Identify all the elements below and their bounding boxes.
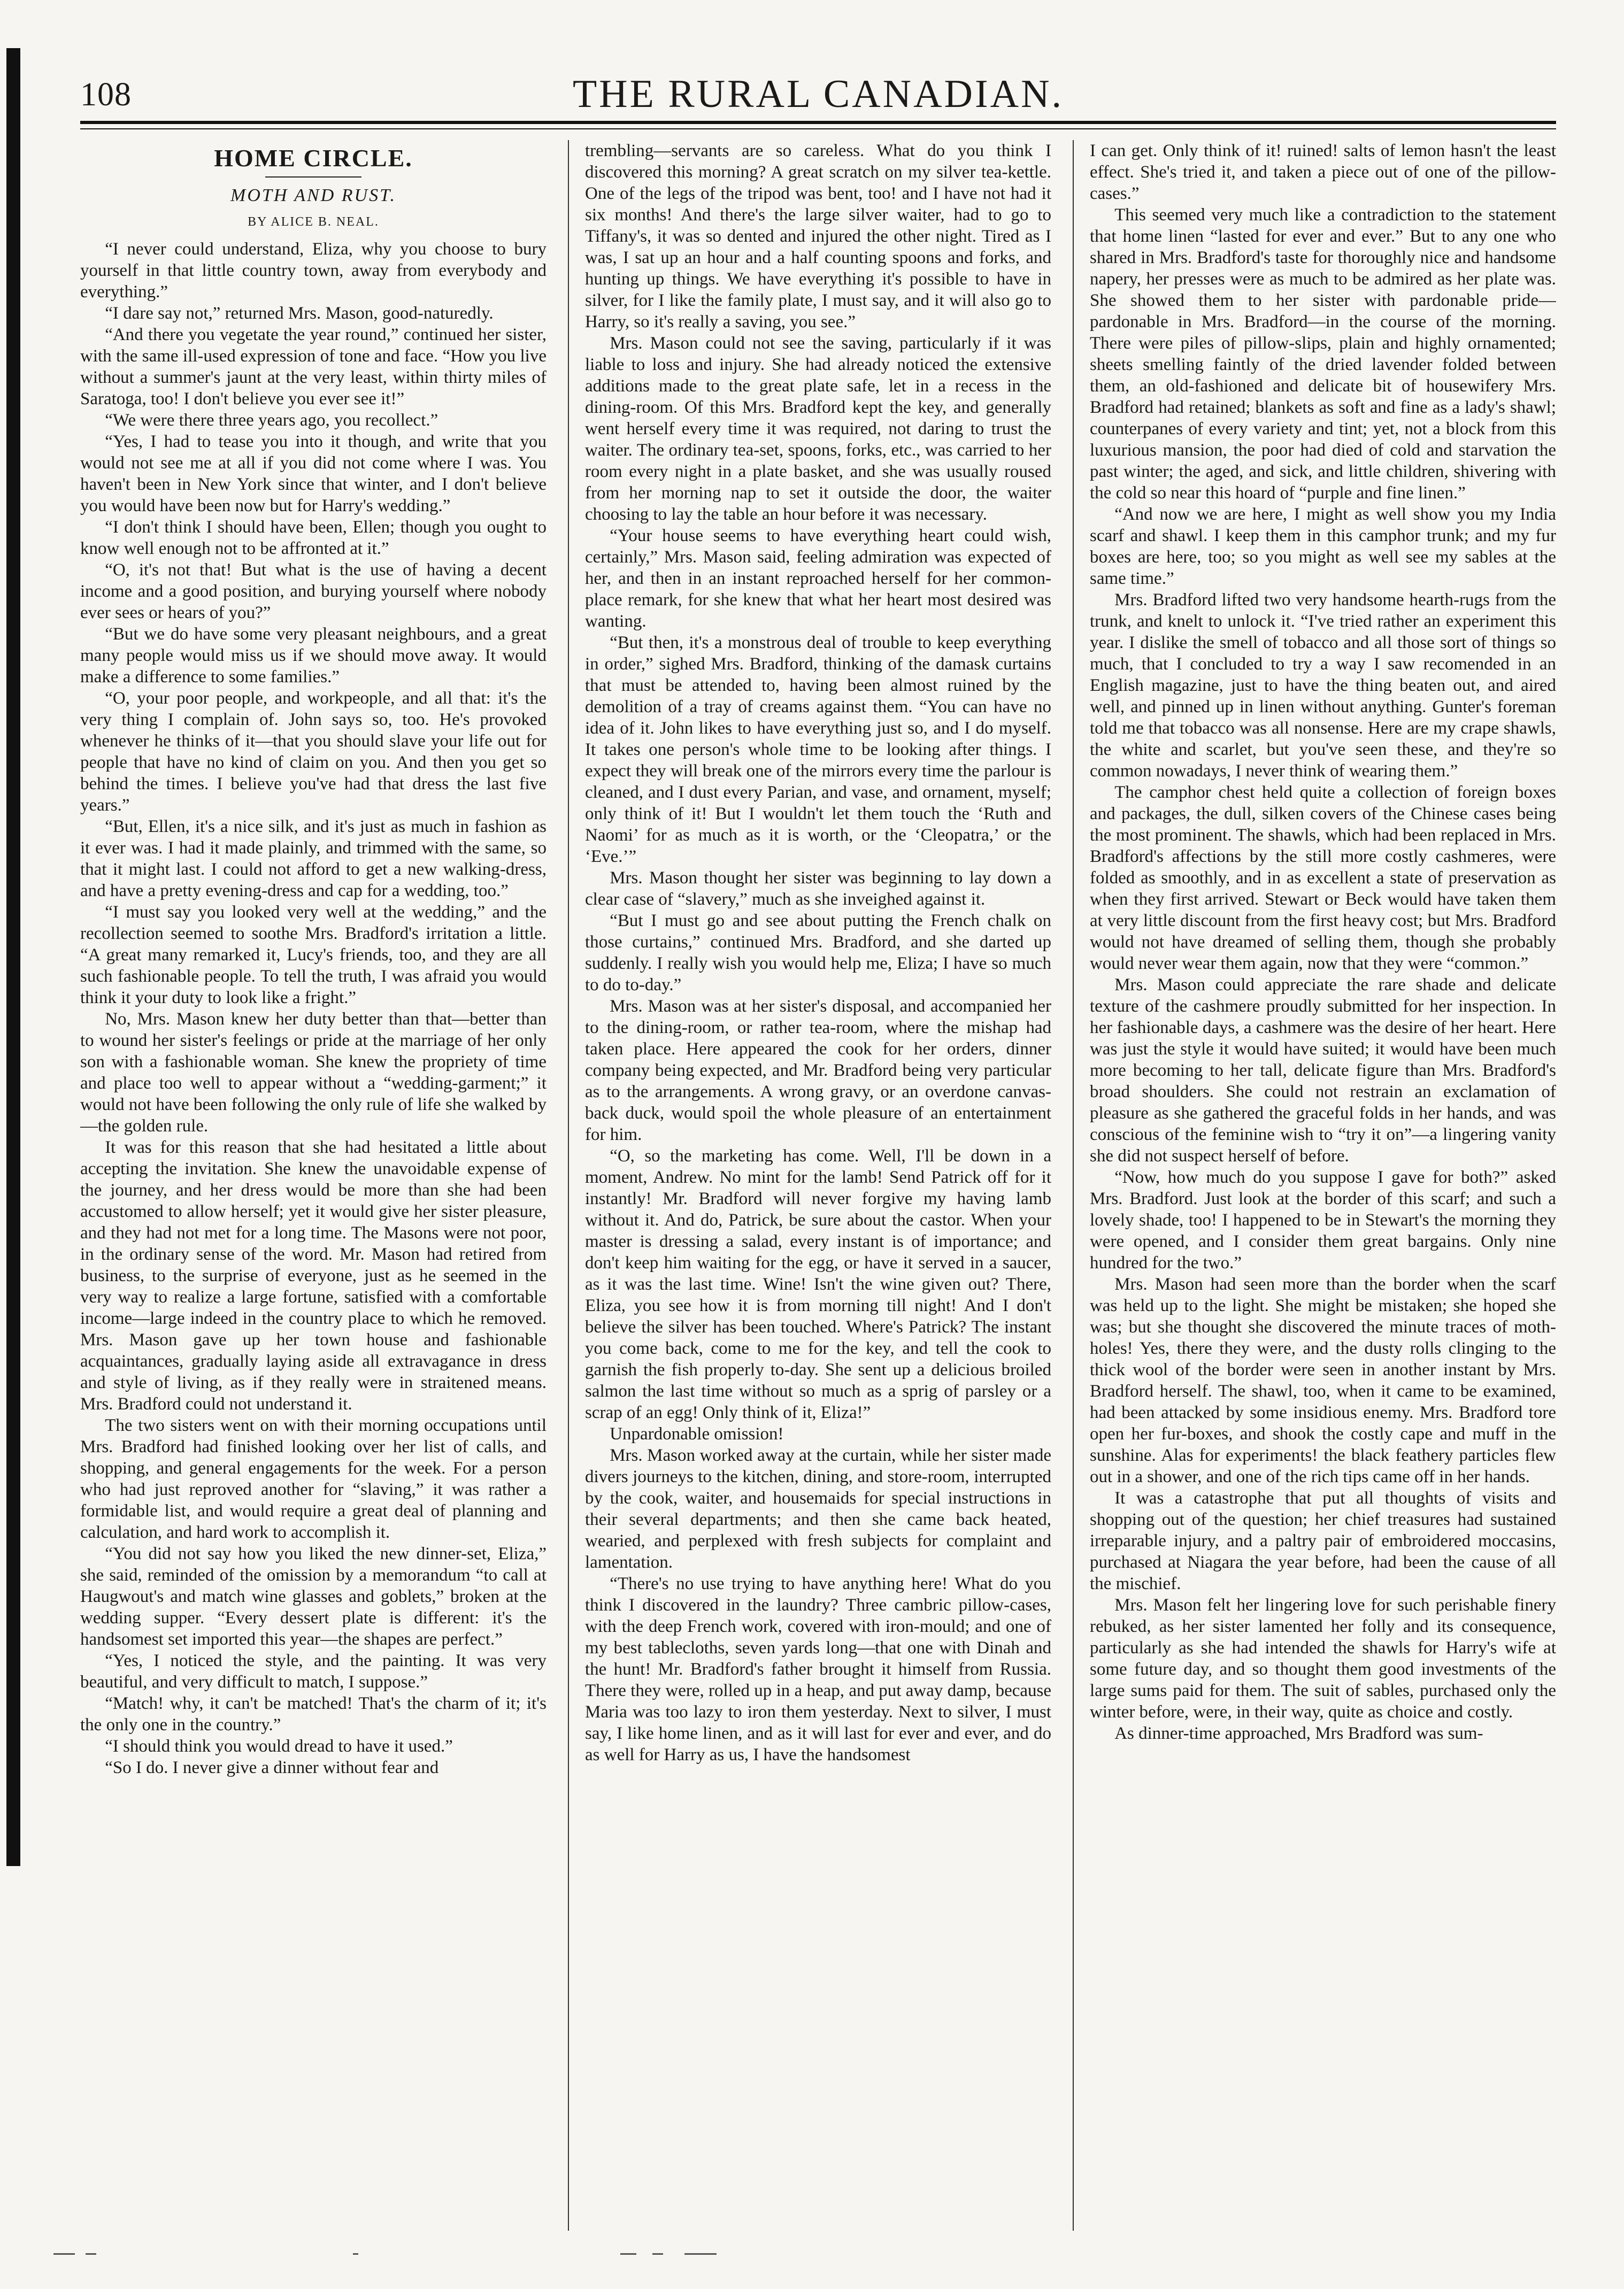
paragraph: As dinner-time approached, Mrs Bradford was sum-	[1114, 1724, 1483, 1743]
paragraph: “There's no use trying to have anything here! What do you think I discovered in the laundry? Three cambric pillow-cases, with the deep French work, covered with iron-mould; and one of my best tablecloths, seven yards long—that one with Dinah and the hunt! Mr. Bradford's father brought it himself from Russia. There they were, rolled up in a heap, and put away damp, because Maria was too lazy to iron them yesterday. Next to silver, I must say, I like home linen, and as it will last for ever and ever, and do as well for Harry as us, I have the handsomest	[585, 1574, 1051, 1764]
column-1-body	[80, 238, 547, 1778]
footer-print-marks	[53, 2250, 1551, 2261]
paragraph: “And there you vegetate the year round,” continued her sister, with the same ill-used expression of tone and face. “How you live without a summer's jaunt at the very least, within thirty miles of Saratoga, too! I don't believe you ever see it!”	[80, 325, 547, 409]
paragraph: “You did not say how you liked the new dinner-set, Eliza,” she said, reminded of the omission by a memorandum “to call at Haugwout's and match wine glasses and goblets,” broken at the wedding supper. “Every dessert plate is different: it's the handsomest set imported this year—the shapes are perfect.”	[80, 1544, 547, 1649]
paragraph: “But I must go and see about putting the French chalk on those curtains,” continued Mrs. Bradford, and she darted up suddenly. I really wish you would help me, Eliza; I have so much to do to-day.”	[585, 911, 1051, 995]
paragraph: “O, so the marketing has come. Well, I'll be down in a moment, Andrew. No mint for the lamb! Send Patrick off for it instantly! Mr. Bradford will never forgive my having lamb without it. And do, Patrick, be sure about the castor. When your master is dressing a salad, every instant is of importance; and don't keep him waiting for the egg, or have it served in a saucer, as it was the last time. Wine! Isn't the wine given out? There, Eliza, you see how it is from morning till night! And I don't believe the silver has been touched. Where's Patrick? The instant you come back, come to me for the key, and tell the cook to garnish the fish properly to-day. She sent up a delicious broiled salmon the last time without so much as a sprig of parsley or a scrap of an egg! Only think of it, Eliza!”	[585, 1146, 1051, 1422]
paragraph: “Your house seems to have everything heart could wish, certainly,” Mrs. Mason said, feeling admiration was expected of her, and then in an instant reproached herself for her common-place remark, for she knew that what her heart most desired was wanting.	[585, 526, 1051, 631]
page-number: 108	[80, 76, 132, 113]
paragraph: “And now we are here, I might as well show you my India scarf and shawl. I keep them in this camphor trunk; and my fur boxes are here, too; so you might as well see my sables at the same time.”	[1090, 505, 1556, 588]
paragraph: “I should think you would dread to have it used.”	[105, 1737, 453, 1756]
column-2	[585, 140, 1051, 2247]
header-rule	[80, 121, 1556, 124]
section-title: HOME CIRCLE.	[214, 144, 413, 172]
paragraph: Mrs. Mason could appreciate the rare shade and delicate texture of the cashmere proudly submitted for her inspection. In her fashionable days, a cashmere was the desire of her heart. Here was just the style it would have suited; it would have been much more becoming to her tall, delicate figure than Mrs. Bradford's broad shoulders. She could not restrain an exclamation of pleasure as she gathered the graceful folds in her hands, and was conscious of the feminine wish to “try it on”—a lingering vanity she did not suspect herself of before.	[1090, 975, 1556, 1166]
paragraph: trembling—servants are so careless. What do you think I discovered this morning? A great scratch on my silver tea-kettle. One of the legs of the tripod was bent, too! and I have not had it six months! And there's the large silver waiter, had to go to Tiffany's, it was so dented and injured the other night. Tired as I was, I sat up an hour and a half counting spoons and forks, and hunting up things. We have everything it's possible to have in silver, for I like the family plate, I must say, and it will also go to Harry, so it's really a saving, you see.”	[585, 141, 1051, 332]
paragraph: This seemed very much like a contradiction to the statement that home linen “lasted for ever and ever.” But to any one who shared in Mrs. Bradford's taste for thoroughly nice and handsome napery, her presses were as much to be admired as her plate was. She showed them to her sister with pardonable pride—pardonable in Mrs. Bradford—in the course of the morning. There were piles of pillow-slips, plain and highly ornamented; sheets smelling faintly of the dried lavender folded between them, an old-fashioned and delicate bit of housewifery Mrs. Bradford had retained; blankets as soft and fine as a lady's shawl; counterpanes of every variety and tint; yet, not a block from this luxurious mansion, the poor had died of cold and starvation the past winter; the aged, and sick, and little children, shivering with the cold so near this hoard of “purple and fine linen.”	[1090, 205, 1556, 503]
paragraph: No, Mrs. Mason knew her duty better than that—better than to wound her sister's feelings or pride at the marriage of her only son with a fashionable woman. She knew the propriety of time and place too well to appear without a “wedding-garment;” it would not have been following the only rule of life she walked by—the golden rule.	[80, 1009, 547, 1136]
paragraph: Mrs. Mason worked away at the curtain, while her sister made divers journeys to the kitchen, dining, and store-room, interrupted by the cook, waiter, and housemaids for special instructions in their several departments; and then she came back heated, wearied, and perplexed with fresh subjects for complaint and lamentation.	[585, 1446, 1051, 1572]
paragraph: “O, your poor people, and workpeople, and all that: it's the very thing I complain of. John says so, too. He's provoked whenever he thinks of it—that you should slave your life out for people that have no kind of claim on you. And then you get so behind the times. I believe you've had that dress the last five years.”	[80, 689, 547, 815]
paragraph: “I don't think I should have been, Ellen; though you ought to know well enough not to be affronted at it.”	[80, 518, 547, 558]
paragraph: “Match! why, it can't be matched! That's the charm of it; it's the only one in the country.”	[80, 1694, 547, 1735]
paragraph: “But, Ellen, it's a nice silk, and it's just as much in fashion as it ever was. I had it made plainly, and trimmed with the same, so that it might last. I could not afford to get a new walking-dress, and have a pretty evening-dress and cap for a wedding, too.”	[80, 817, 547, 900]
header-rule-thin	[80, 128, 1556, 129]
paragraph: The two sisters went on with their morning occupations until Mrs. Bradford had finished looking over her list of calls, and shopping, and general engagements for the week. For a person who had just reproved another for “slaving,” it was rather a formidable list, and would require a great deal of planning and calculation, and hard work to accomplish it.	[80, 1416, 547, 1542]
paragraph: “O, it's not that! But what is the use of having a decent income and a good position, and burying yourself where nobody ever sees or hears of you?”	[80, 560, 547, 622]
paragraph: Mrs. Mason was at her sister's disposal, and accompanied her to the dining-room, or rather tea-room, where the mishap had taken place. Here appeared the cook for her orders, dinner company being expected, and Mr. Bradford being very particular as to the arrangements. A wrong gravy, or an overdone canvas-back duck, would spoil the whole pleasure of an entertainment for him.	[585, 997, 1051, 1144]
column-2-body	[585, 140, 1051, 1766]
paragraph: The camphor chest held quite a collection of foreign boxes and packages, the dull, silken covers of the Chinese cases being the most prominent. The shawls, which had been replaced in Mrs. Bradford's affections by the still more costly cashmeres, were folded as smoothly, and in as excellent a state of preservation as when they first arrived. Stewart or Beck would have taken them at very little discount from the first heavy cost; but Mrs. Bradford would not have dreamed of selling them, though she probably would never wear them again, now that they were “common.”	[1090, 783, 1556, 973]
paragraph: Mrs. Mason thought her sister was beginning to lay down a clear case of “slavery,” much as she inveighed against it.	[585, 868, 1051, 909]
paragraph: “But then, it's a monstrous deal of trouble to keep everything in order,” sighed Mrs. Bradford, thinking of the damask curtains that must be attended to, having been almost ruined by the demolition of a tray of creams against them. “You can have no idea of it. John likes to have everything just so, and I do myself. It takes one person's whole time to be looking after things. I expect they will break one of the mirrors every time the parlour is cleaned, and I dust every Parian, and vase, and ornament, myself; only think of it! But I wouldn't let them touch the ‘Ruth and Naomi’ for as much as it is worth, or the ‘Cleopatra,’ or the ‘Eve.’”	[585, 633, 1051, 866]
paragraph: “I never could understand, Eliza, why you choose to bury yourself in that little country town, away from everybody and everything.”	[80, 240, 547, 302]
paragraph: “Yes, I noticed the style, and the painting. It was very beautiful, and very difficult to match, I suppose.”	[80, 1651, 547, 1692]
story-title: MOTH AND RUST.	[230, 186, 396, 205]
paragraph: “But we do have some very pleasant neighbours, and a great many people would miss us if we should move away. It would make a difference to some families.”	[80, 625, 547, 687]
paragraph: “I must say you looked very well at the wedding,” and the recollection seemed to soothe Mrs. Bradford's irritation a little. “A great many remarked it, Lucy's friends, too, and they are all such fashionable people. To tell the truth, I was afraid you would think it your duty to look like a fright.”	[80, 903, 547, 1007]
paragraph: “I dare say not,” returned Mrs. Mason, good-naturedly.	[105, 304, 494, 323]
column-3-body	[1090, 140, 1556, 1744]
paragraph: “Yes, I had to tease you into it though, and write that you would not see me at all if you did not come where I was. You haven't been in New York since that winter, and I don't believe you would have been now but for Harry's wedding.”	[80, 432, 547, 515]
paragraph: “We were there three years ago, you recollect.”	[105, 411, 438, 430]
paragraph: Mrs. Mason had seen more than the border when the scarf was held up to the light. She might be mistaken; she hoped she was; but she thought she discovered the minute traces of moth-holes! Yes, there they were, and the dusty rolls clinging to the thick wool of the border were seen in another instant by Mrs. Bradford herself. The shawl, too, when it came to be examined, had been attacked by some insidious enemy. Mrs. Bradford tore open her fur-boxes, and shook the costly cape and muff in the sunshine. Alas for experiments! the black feathery particles flew out in a shower, and one of the rich tips came off in her hands.	[1090, 1275, 1556, 1486]
paragraph: “So I do. I never give a dinner without fear and	[105, 1758, 439, 1777]
paragraph: Mrs. Mason could not see the saving, particularly if it was liable to loss and injury. She had already noticed the extensive additions made to the great plate safe, let in a recess in the dining-room. Of this Mrs. Bradford kept the key, and generally went herself every time it was required, not daring to trust the waiter. The ordinary tea-set, spoons, forks, etc., was carried to her room every night in a plate basket, and she was usually roused from her morning nap to set it outside the door, the waiter choosing to lay the table an hour before it was necessary.	[585, 334, 1051, 524]
paragraph: I can get. Only think of it! ruined! salts of lemon hasn't the least effect. She's tried it, and taken a piece out of one of the pillow-cases.”	[1090, 141, 1556, 203]
column-3	[1090, 140, 1556, 2247]
byline: BY ALICE B. NEAL.	[248, 215, 379, 229]
paragraph: Unpardonable omission!	[610, 1424, 784, 1444]
paragraph: Mrs. Mason felt her lingering love for such perishable finery rebuked, as her sister lamented her folly and its consequence, particularly as she had intended the shawls for Harry's wife at some future day, and so thought them good investments of the large sums paid for them. The suit of sables, purchased only the winter before, were, in their way, quite as choice and costly.	[1090, 1596, 1556, 1722]
paragraph: Mrs. Bradford lifted two very handsome hearth-rugs from the trunk, and knelt to unlock it. “I've tried rather an experiment this year. I dislike the smell of tobacco and all those sort of things so much, that I concluded to try a way I saw recomended in an English magazine, just to have the thing beaten out, and aired well, and pinned up in linen without anything. Gunter's foreman told me that tobacco was all nonsense. Here are my crape shawls, the white and scarlet, but you've seen these, and they're so common nowadays, I never think of wearing them.”	[1090, 590, 1556, 781]
running-title: THE RURAL CANADIAN.	[572, 72, 1064, 116]
column-1	[80, 140, 547, 2247]
paragraph: “Now, how much do you suppose I gave for both?” asked Mrs. Bradford. Just look at the border of this scarf; and such a lovely shade, too! I happened to be in Stewart's the morning they were opened, and I consider them great bargains. Only nine hundred for the two.”	[1090, 1168, 1556, 1273]
section-rule	[265, 176, 361, 178]
binding-edge	[6, 48, 20, 1866]
column-rule	[1073, 140, 1074, 2231]
column-rule	[568, 140, 569, 2231]
paragraph: It was a catastrophe that put all thoughts of visits and shopping out of the question; her chief treasures had sustained irreparable injury, and a paltry pair of embroidered moccasins, purchased at Niagara the year before, had been the cause of all the mischief.	[1090, 1489, 1556, 1593]
page-header	[80, 64, 1556, 115]
paragraph: It was for this reason that she had hesitated a little about accepting the invitation. She knew the unavoidable expense of the journey, and her dress would be more than she had been accustomed to allow herself; yet it would give her sister pleasure, and they had not met for a long time. The Masons were not poor, in the ordinary sense of the word. Mr. Mason had retired from business, to the surprise of everyone, just as he seemed in the very way to realize a large fortune, satisfied with a comfortable income—large indeed in the country place to which he removed. Mrs. Mason gave up her town house and fashionable acquaintances, gradually laying aside all extravagance in dress and style of living, as if they really were in straitened means. Mrs. Bradford could not understand it.	[80, 1138, 547, 1414]
